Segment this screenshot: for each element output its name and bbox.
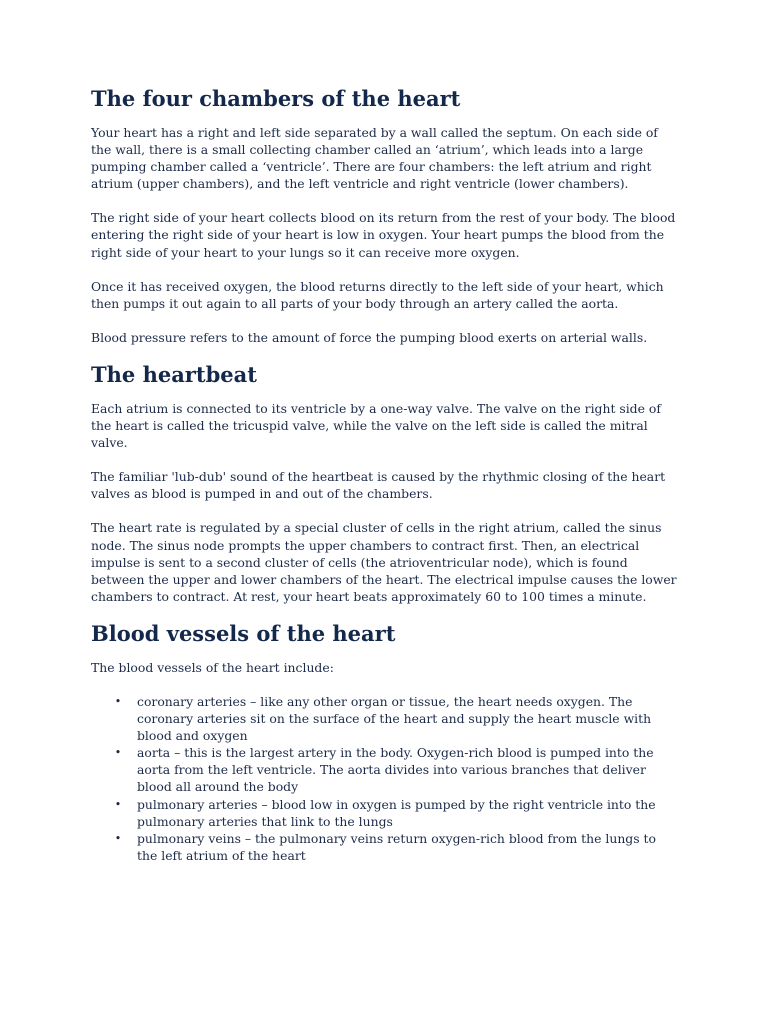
paragraph: The familiar 'lub-dub' sound of the heartbeat is caused by the rhythmic closing of the heart valves as blood is pumped in and out of the chambers. bbox=[91, 469, 666, 502]
section-blood-vessels bbox=[91, 619, 678, 864]
paragraph: Once it has received oxygen, the blood returns directly to the left side of your heart, which then pumps it out again to all parts of your body through an artery called the aorta. bbox=[91, 278, 664, 311]
section-heartbeat bbox=[91, 360, 678, 605]
bullet-icon: • bbox=[114, 797, 122, 811]
section-four-chambers bbox=[91, 84, 678, 346]
section-heading: Blood vessels of the heart bbox=[91, 620, 396, 646]
document-page bbox=[91, 84, 678, 864]
section-heading: The four chambers of the heart bbox=[91, 86, 461, 111]
bullet-list bbox=[91, 693, 678, 864]
list-item bbox=[91, 796, 678, 830]
paragraph: The blood vessels of the heart include: bbox=[91, 659, 334, 675]
list-item-text: pulmonary veins – the pulmonary veins return oxygen-rich blood from the lungs to the left atrium of the heart bbox=[137, 830, 656, 863]
paragraph: Blood pressure refers to the amount of force the pumping blood exerts on arterial walls. bbox=[91, 329, 648, 345]
paragraph: Each atrium is connected to its ventricle by a one-way valve. The valve on the right side of the heart is called the tricuspid valve, while the valve on the left side is called the mitral valve. bbox=[91, 400, 661, 451]
paragraph: The right side of your heart collects blood on its return from the rest of your body. The blood entering the right side of your heart is low in oxygen. Your heart pumps the blood from the right side of your heart to your lungs so it can receive more oxygen. bbox=[91, 210, 676, 260]
bullet-icon: • bbox=[114, 694, 122, 708]
list-item bbox=[91, 830, 678, 864]
section-heading: The heartbeat bbox=[91, 361, 257, 387]
paragraph: Your heart has a right and left side separated by a wall called the septum. On each side of the wall, there is a small collecting chamber called an ‘atrium’, which leads into a large pumping chamber called a ‘ventricle’. There are four chambers: the left atrium and right atrium (upper chambers), and the left ventricle and right ventricle (lower chambers). bbox=[91, 125, 658, 192]
paragraph: The heart rate is regulated by a special cluster of cells in the right atrium, called the sinus node. The sinus node prompts the upper chambers to contract first. Then, an electrical impulse is sent to a second cluster of cells (the atrioventricular node), which is found between the upper and lower chambers of the heart. The electrical impulse causes the lower chambers to contract. At rest, your heart beats approximately 60 to 100 times a minute. bbox=[91, 520, 677, 604]
list-item-text: aorta – this is the largest artery in the body. Oxygen-rich blood is pumped into the aorta from the left ventricle. The aorta divides into various branches that deliver blood all around the body bbox=[137, 745, 654, 795]
list-item-text: pulmonary arteries – blood low in oxygen is pumped by the right ventricle into the pulmonary arteries that link to the lungs bbox=[137, 796, 656, 829]
bullet-icon: • bbox=[114, 831, 122, 845]
list-item bbox=[91, 693, 678, 744]
list-item bbox=[91, 744, 678, 795]
list-item-text: coronary arteries – like any other organ or tissue, the heart needs oxygen. The coronary arteries sit on the surface of the heart and supply the heart muscle with blood and oxygen bbox=[137, 693, 652, 744]
bullet-icon: • bbox=[114, 746, 122, 760]
